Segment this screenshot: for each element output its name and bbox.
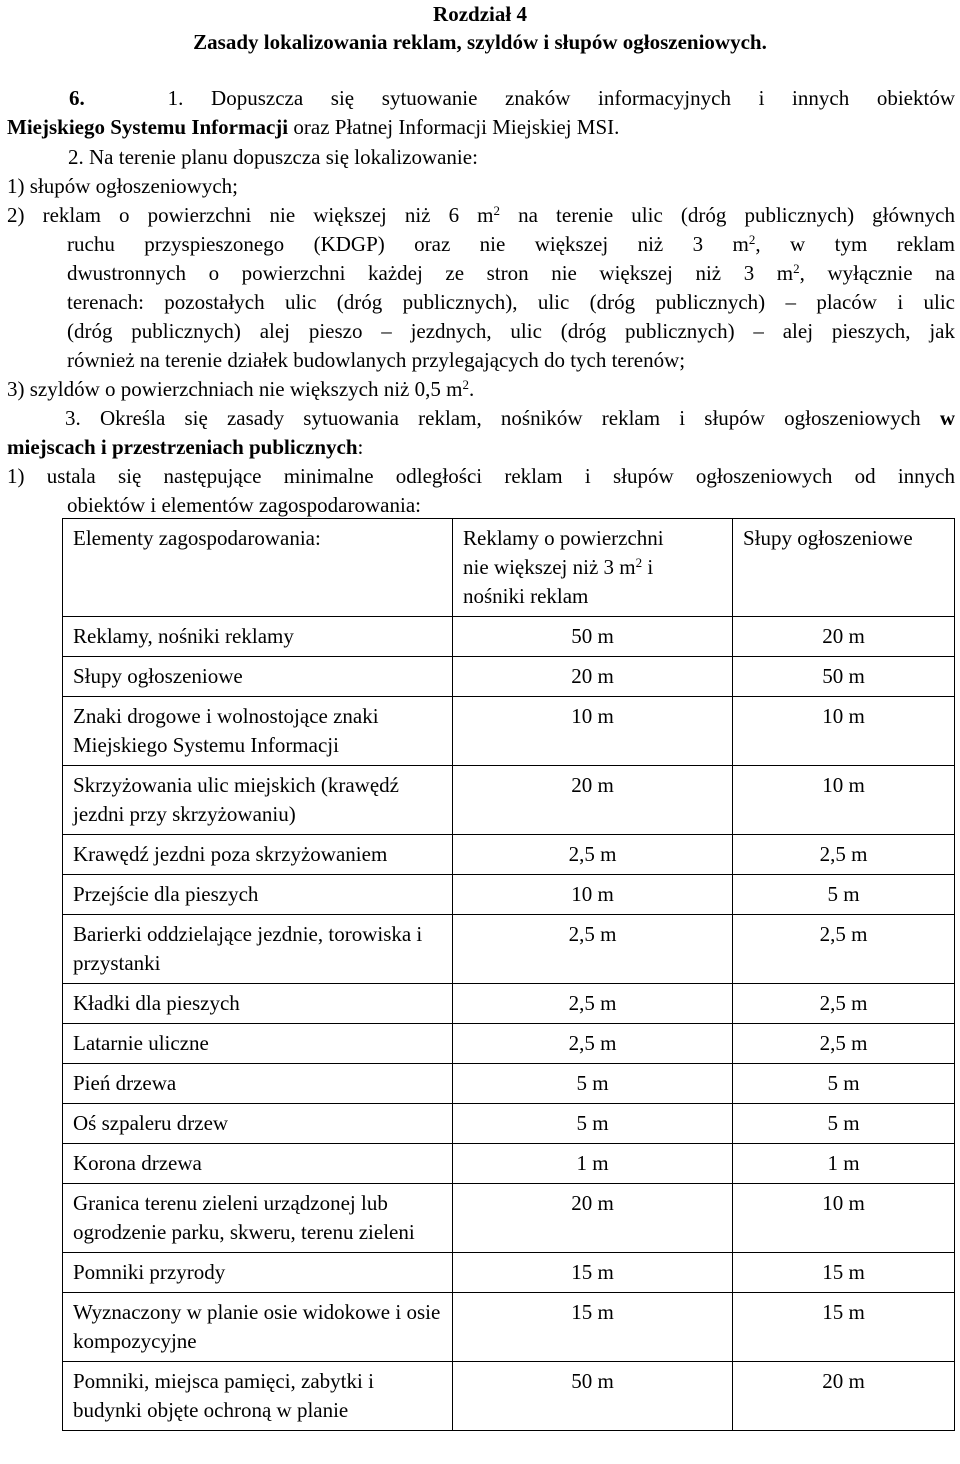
table-cell-reklamy: 10 m bbox=[453, 697, 733, 766]
table-cell-reklamy: 5 m bbox=[453, 1064, 733, 1104]
para-6-3-item1-line1: 1) ustala się następujące minimalne odległości reklam i słupów ogłoszeniowych od innych bbox=[7, 464, 955, 488]
para-6-2-item3 bbox=[7, 375, 474, 403]
para-6-2-item1: 1) słupów ogłoszeniowych; bbox=[7, 174, 238, 198]
table-cell-reklamy: 1 m bbox=[453, 1144, 733, 1184]
item2-l3a: dwustronnych o powierzchni każdej ze stron nie większej niż 3 m bbox=[67, 261, 794, 285]
table-cell-slupy: 20 m bbox=[733, 617, 955, 657]
table-row bbox=[63, 1253, 955, 1293]
table-cell-element: Granica terenu zieleni urządzonej lub ogrodzenie parku, skweru, terenu zieleni bbox=[63, 1184, 453, 1253]
table-cell-reklamy: 20 m bbox=[453, 766, 733, 835]
table-row bbox=[63, 915, 955, 984]
para-6-1-line1 bbox=[7, 84, 955, 112]
table-cell-element: Przejście dla pieszych bbox=[63, 875, 453, 915]
table-cell-element: Wyznaczony w planie osie widokowe i osie kompozycyjne bbox=[63, 1293, 453, 1362]
para-6-3-colon: : bbox=[357, 435, 364, 459]
table-cell-element: Barierki oddzielające jezdnie, torowiska i przystanki bbox=[63, 915, 453, 984]
para-6-3-number: 3. bbox=[65, 406, 81, 430]
table-cell-slupy: 5 m bbox=[733, 875, 955, 915]
table-cell-reklamy: 2,5 m bbox=[453, 984, 733, 1024]
para-6-3-bold-w: w bbox=[939, 406, 955, 430]
header-elementy: Elementy zagospodarowania: bbox=[63, 519, 453, 617]
table-cell-element: Skrzyżowania ulic miejskich (krawędź jezdni przy skrzyżowaniu) bbox=[63, 766, 453, 835]
item2-l2a: ruchu przyspieszonego (KDGP) oraz nie większej niż 3 m bbox=[67, 232, 749, 256]
table-row bbox=[63, 766, 955, 835]
table-cell-element: Pomniki przyrody bbox=[63, 1253, 453, 1293]
table-cell-element: Pień drzewa bbox=[63, 1064, 453, 1104]
item3-sup: 2 bbox=[462, 377, 469, 392]
para-6-2-item2-line2 bbox=[67, 230, 955, 258]
item2-l3b: , wyłącznie na bbox=[799, 261, 955, 285]
para-6-2-item2-line3 bbox=[67, 259, 955, 287]
table-cell-reklamy: 2,5 m bbox=[453, 1024, 733, 1064]
table-row bbox=[63, 1144, 955, 1184]
table-row bbox=[63, 835, 955, 875]
item2-l1b: na terenie ulic (dróg publicznych) głównych bbox=[518, 203, 955, 227]
para-6-3-item1-line2: obiektów i elementów zagospodarowania: bbox=[67, 493, 421, 517]
table-cell-slupy: 2,5 m bbox=[733, 1024, 955, 1064]
table-cell-element: Latarnie uliczne bbox=[63, 1024, 453, 1064]
table-cell-reklamy: 20 m bbox=[453, 1184, 733, 1253]
table-cell-reklamy: 50 m bbox=[453, 617, 733, 657]
table-row bbox=[63, 1104, 955, 1144]
table-cell-slupy: 15 m bbox=[733, 1293, 955, 1362]
table-cell-element: Znaki drogowe i wolnostojące znaki Miejskiego Systemu Informacji bbox=[63, 697, 453, 766]
table-cell-reklamy: 10 m bbox=[453, 875, 733, 915]
table-cell-reklamy: 2,5 m bbox=[453, 915, 733, 984]
table-row bbox=[63, 697, 955, 766]
table-row bbox=[63, 617, 955, 657]
table-cell-reklamy: 15 m bbox=[453, 1293, 733, 1362]
header-reklamy bbox=[453, 519, 733, 617]
table-cell-slupy: 50 m bbox=[733, 657, 955, 697]
para-6-2-item2-line5: (dróg publicznych) alej pieszo – jezdnych, ulic (dróg publicznych) – alej pieszych, jak bbox=[67, 319, 955, 343]
table-cell-reklamy: 50 m bbox=[453, 1362, 733, 1431]
table-cell-element: Pomniki, miejsca pamięci, zabytki i budynki objęte ochroną w planie bbox=[63, 1362, 453, 1431]
para-6-1-rest: oraz Płatnej Informacji Miejskiej MSI. bbox=[288, 115, 620, 139]
table-row bbox=[63, 657, 955, 697]
para-6-2-item2-line6: również na terenie działek budowlanych przylegających do tych terenów; bbox=[67, 348, 686, 372]
table-cell-slupy: 5 m bbox=[733, 1104, 955, 1144]
table-cell-slupy: 15 m bbox=[733, 1253, 955, 1293]
item2-l2b: , w tym reklam bbox=[755, 232, 956, 256]
distance-table-body bbox=[63, 519, 955, 1431]
table-row bbox=[63, 1293, 955, 1362]
para-6-3-text: Określa się zasady sytuowania reklam, nośników reklam i słupów ogłoszeniowych bbox=[99, 406, 940, 430]
item3b: . bbox=[468, 377, 475, 401]
table-cell-slupy: 10 m bbox=[733, 1184, 955, 1253]
table-cell-element: Reklamy, nośniki reklamy bbox=[63, 617, 453, 657]
para-6-number: 6. bbox=[69, 86, 85, 110]
table-row bbox=[63, 1064, 955, 1104]
table-cell-reklamy: 5 m bbox=[453, 1104, 733, 1144]
item3a: 3) szyldów o powierzchniach nie większych niż 0,5 m bbox=[7, 377, 463, 401]
item2-l2-sup: 2 bbox=[748, 232, 756, 247]
para-6-3-line2 bbox=[7, 433, 363, 461]
header-reklamy-line1: Reklamy o powierzchni bbox=[463, 526, 664, 550]
table-cell-slupy: 2,5 m bbox=[733, 915, 955, 984]
para-6-3-line1 bbox=[7, 404, 955, 432]
table-row bbox=[63, 984, 955, 1024]
distance-table bbox=[62, 518, 955, 1431]
header-reklamy-sup: 2 bbox=[635, 555, 643, 570]
table-cell-slupy: 10 m bbox=[733, 766, 955, 835]
item2-l1a: 2) reklam o powierzchni nie większej niż 6 m bbox=[7, 203, 494, 227]
para-6-2-intro-text: Na terenie planu dopuszcza się lokalizowanie: bbox=[89, 145, 478, 169]
header-reklamy-i: i bbox=[642, 555, 654, 579]
para-6-2-item2-line4: terenach: pozostałych ulic (dróg publicznych), ulic (dróg publicznych) – placów i ulic bbox=[67, 290, 955, 314]
item2-l3-sup: 2 bbox=[793, 261, 800, 276]
chapter-title: Zasady lokalizowania reklam, szyldów i słupów ogłoszeniowych. bbox=[193, 30, 767, 54]
item2-l1-sup: 2 bbox=[493, 203, 501, 218]
table-row bbox=[63, 1184, 955, 1253]
table-row bbox=[63, 875, 955, 915]
para-6-1-bold: Miejskiego Systemu Informacji bbox=[7, 115, 289, 139]
table-cell-slupy: 1 m bbox=[733, 1144, 955, 1184]
para-6-1-line2 bbox=[7, 113, 619, 141]
para-6-2-number: 2. bbox=[68, 145, 84, 169]
table-row bbox=[63, 1362, 955, 1431]
table-cell-slupy: 10 m bbox=[733, 697, 955, 766]
table-cell-element: Słupy ogłoszeniowe bbox=[63, 657, 453, 697]
table-cell-slupy: 5 m bbox=[733, 1064, 955, 1104]
table-cell-reklamy: 20 m bbox=[453, 657, 733, 697]
table-header-row bbox=[63, 519, 955, 617]
para-6-3-bold: miejscach i przestrzeniach publicznych bbox=[7, 435, 358, 459]
para-6-1-text: Dopuszcza się sytuowanie znaków informacyjnych i innych obiektów bbox=[211, 86, 955, 110]
para-6-2-item2-line1 bbox=[7, 201, 955, 229]
chapter-heading: Rozdział 4 bbox=[433, 2, 527, 26]
table-row bbox=[63, 1024, 955, 1064]
header-slupy: Słupy ogłoszeniowe bbox=[733, 519, 955, 617]
table-cell-element: Oś szpaleru drzew bbox=[63, 1104, 453, 1144]
table-cell-slupy: 2,5 m bbox=[733, 835, 955, 875]
table-cell-reklamy: 15 m bbox=[453, 1253, 733, 1293]
table-cell-reklamy: 2,5 m bbox=[453, 835, 733, 875]
table-cell-element: Krawędź jezdni poza skrzyżowaniem bbox=[63, 835, 453, 875]
header-reklamy-line3: nośniki reklam bbox=[463, 584, 589, 608]
para-6-2-intro bbox=[68, 143, 478, 171]
table-cell-slupy: 20 m bbox=[733, 1362, 955, 1431]
header-reklamy-line2: nie większej niż 3 m bbox=[463, 555, 636, 579]
para-6-1-number: 1. bbox=[167, 86, 184, 110]
table-cell-element: Korona drzewa bbox=[63, 1144, 453, 1184]
table-cell-slupy: 2,5 m bbox=[733, 984, 955, 1024]
table-cell-element: Kładki dla pieszych bbox=[63, 984, 453, 1024]
